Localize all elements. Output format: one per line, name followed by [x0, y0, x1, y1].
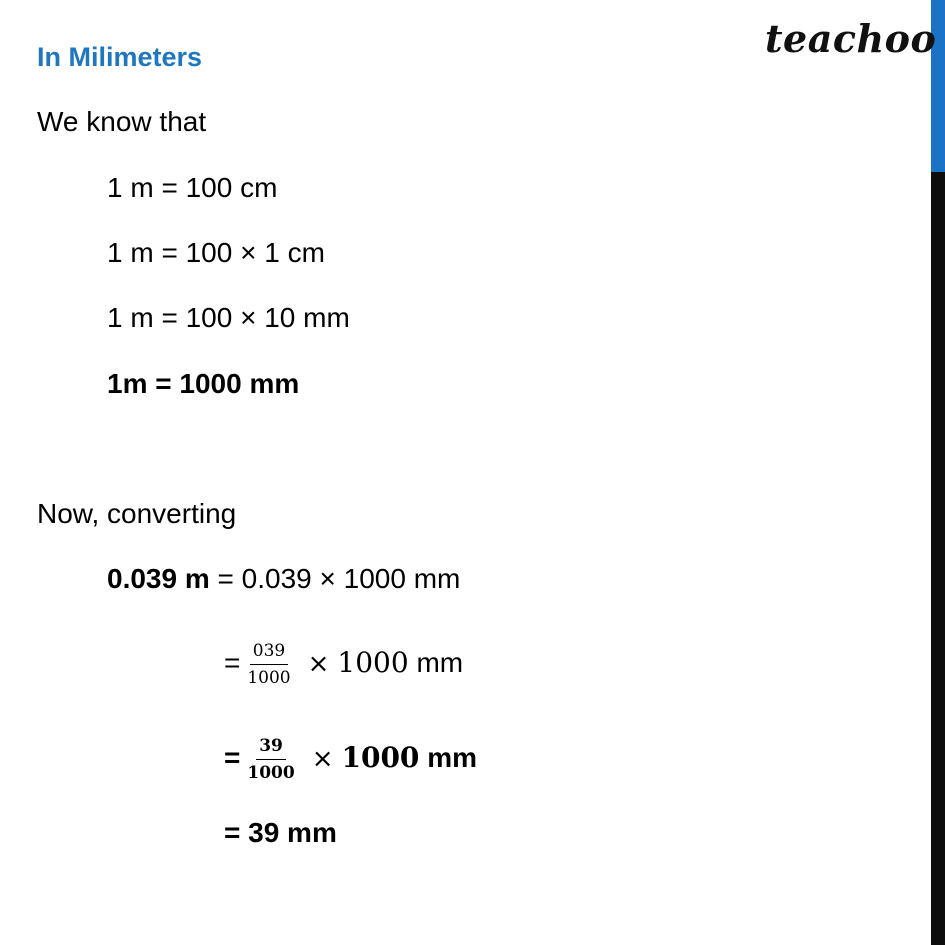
sidebar-bar: [931, 0, 945, 945]
equals-sign: =: [224, 647, 241, 678]
fraction: [244, 641, 293, 688]
result-line: 1m = 1000 mm: [107, 368, 300, 399]
equals-sign: =: [224, 742, 241, 773]
fraction-line: [224, 638, 463, 689]
times-sign: ×: [307, 649, 330, 679]
step-line-2: 1 m = 100 × 1 cm: [107, 237, 325, 268]
conversion-lhs: 0.039 m: [107, 563, 210, 594]
final-answer: = 39 mm: [224, 817, 337, 848]
conversion-line: [107, 562, 460, 596]
fraction-line-bold: [224, 733, 477, 784]
converting-label: Now, converting: [37, 498, 237, 529]
step-line-3: 1 m = 100 × 10 mm: [107, 302, 350, 333]
intro-text: We know that: [37, 106, 207, 137]
times-sign: ×: [311, 744, 334, 774]
unit-label: mm: [419, 742, 477, 773]
page-title: In Milimeters: [37, 42, 203, 72]
fraction-denominator: 1000: [247, 763, 295, 784]
fraction-numerator: 39: [256, 736, 286, 760]
fraction-numerator: 039: [250, 641, 288, 665]
fraction: [244, 736, 297, 783]
teachoo-logo: teachoo: [765, 16, 937, 61]
step-line-1: 1 m = 100 cm: [107, 172, 278, 203]
fraction-denominator: 1000: [247, 668, 291, 689]
multiplier-value: 1000: [337, 646, 409, 679]
conversion-rhs: = 0.039 × 1000 mm: [209, 563, 461, 594]
unit-label: mm: [408, 647, 464, 678]
multiplier-value: 1000: [341, 741, 420, 774]
